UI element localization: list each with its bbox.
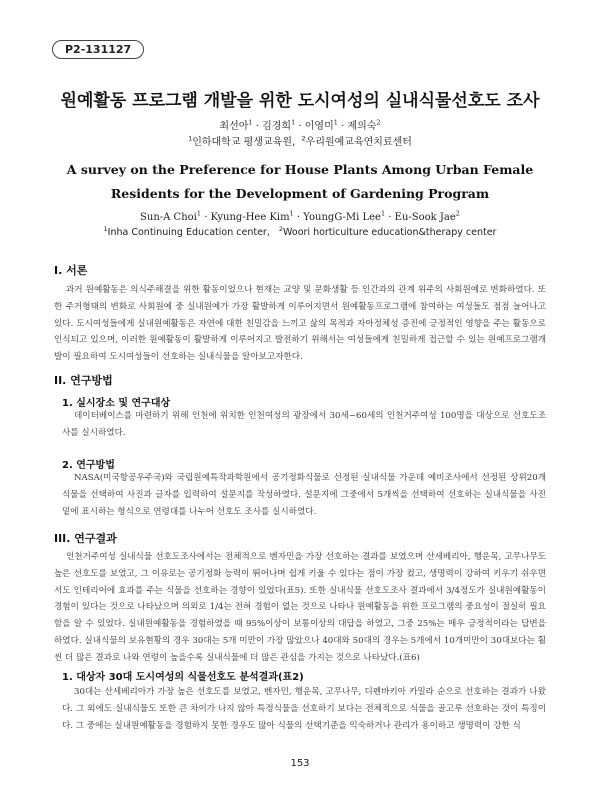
korean-authors: 최선아$^1$ · 김경희$^1$ · 이영미$^1$ · 제의숙$^2$ [219,118,381,132]
author-name: YoungG-Mi Lee [303,212,381,223]
english-title-line: Residents for the Development of Gardening Program [110,186,490,201]
affiliation: 우리원예교육연치료센터 [305,137,412,148]
author-name: 제의숙 [347,121,377,132]
author-name: Kyung-Hee Kim [210,212,290,223]
english-title-line: A survey on the Preference for House Plants Among Urban Female [66,162,534,177]
section-heading-intro: I. 서론 [54,264,88,277]
affiliation-sup: 2 [278,224,284,233]
methods-procedure-paragraph: NASA(미국항공우주국)와 국립원예특작과학원에서 공기정화식물로 선정된 실내식물 가운데 예비조사에서 선정된 상위20개 식물을 선택하여 사진과 글자를 입력하여 설문지를 작성하였다. 설문지에 그중에서 5개씩을 선택하여 선호하는 실내식물을 사진 밑에 표시하는 형식으로 연령대를 나누어 선호도 조사를 실시하였다. [62,473,546,517]
english-authors: Sun-A Choi$^1$ · Kyung-Hee Kim$^1$ · YoungG-Mi Lee$^1$ · Eu-Sook Jae$^2$ [140,209,460,223]
english-affiliations [0,224,600,238]
affiliation-sup: 2 [301,134,306,143]
author-name: 김경희 [262,121,292,132]
author-sup: 1 [289,209,294,218]
author-sup: 1 [248,118,253,127]
results-paragraph: 인천거주여성 실내식물 선호도조사에서는 전체적으로 벤자민을 가장 선호하는 결과를 보였으며 산세베리아, 행운목, 고무나무도 높은 선호도를 보였고, 그 이유로는 공기정화 능력이 뛰어나며 쉽게 키울 수 있다는 점이 가장 컸고, 생명력이 강하여 키우기 쉬우면서도 인테리어에 효과를 주는 식물을 선호하는 경향이 있었다(표5). 또한 실내식물 선호도조사 결과에서 3/4정도가 실내원예활동이 경험이 있다는 것으로 나타났으며 의외로 1/4는 전혀 경험이 없는 것으로 나타나 원예활동을 위한 프로그램의 중요성이 절실히 필요함을 알 수 있었다. 실내원예활동을 경험하였을 때 95%이상이 보통이상의 대답을 하였고, 그중 25%는 매우 긍정적이라는 답변을 하였다. 실내식물의 보유현황의 경우 30대는 5개 미만이 가장 많았으나 40대와 50대의 경우는 5개에서 10개미만이 30대보다는 훨씬 더 많은 결과로 나와 연령이 높을수록 실내식물에 더 많은 관심을 가지는 것으로 나타났다.(표6) [54,552,546,663]
author-name: 최선아 [219,121,249,132]
author-name: Sun-A Choi [140,212,197,223]
author-sup: 2 [376,118,381,127]
affiliation: 인하대학교 평생교육원, [192,137,296,148]
korean-title: 원예활동 프로그램 개발을 위한 도시여성의 실내식물선호도 조사 [60,91,540,111]
section-heading-results: III. 연구결과 [54,532,117,545]
author-sup: 1 [196,209,202,218]
section-heading-methods: II. 연구방법 [54,374,113,387]
author-name: 이영미 [304,121,334,132]
subsection-heading-30s: 1. 대상자 30대 도시여성의 식물선호도 분석결과(표2) [62,672,304,683]
affiliation: Inha Continuing Education center, [107,227,270,238]
author-sup: 1 [291,118,296,127]
subsection-heading-method: 2. 연구방법 [62,460,115,471]
affiliation-sup: 1 [103,224,108,233]
english-title [0,158,600,206]
author-sup: 1 [333,118,338,127]
results-30s-paragraph: 30대는 산세베리아가 가장 높은 선호도를 보였고, 벤자민, 행운목, 고무나무, 디펜바키아 카밀라 순으로 선호하는 결과가 나왔다. 그 외에도 실내식물도 또한 큰 차이가 나지 않아 특정식물을 선호하기 보다는 전체적으로 식물을 골고루 선호하는 것이 특징이다. 그 중에는 실내원예활동을 경험하지 못한 경우도 많아 식물의 선택기준을 익숙하거나 관리가 용이하고 생명력이 강한 식 [62,687,546,731]
page-number: 153 [290,758,310,769]
affiliation-sup: 1 [188,134,193,143]
intro-paragraph: 과거 원예활동은 의식주해결을 위한 활동이었으나 현재는 교양 및 문화생활 등 인간과의 관계 위주의 사회원예로 변화하였다. 또한 주거형태의 변화로 사회원예 중 실내원예가 가장 활발하게 이루어지면서 원예활동프로그램에 참여하는 여성들도 점점 늘어나고 있다. 도시여성들에게 실내원예활동은 자연에 대한 친밀감을 느끼고 삶의 목적과 자아정체성 증진에 긍정적인 영향을 주는 활동으로 인식되고 있으며, 이러한 원예활동이 활발하게 이루어지고 발전하기 위해서는 여성들에게 친밀하게 접근할 수 있는 원예프로그램개발이 필요하여 도시여성들이 선호하는 실내식물을 알아보고자한다. [54,285,546,363]
author-name: Eu-Sook Jae [394,212,456,223]
author-sup: 1 [380,209,386,218]
author-sup: 2 [455,209,460,218]
methods-site-paragraph: 데이터베이스를 마련하기 위해 인천에 위치한 인천여성의 광장에서 30세~60세의 인천거주여성 100명을 대상으로 선호도조사를 실시하였다. [62,411,546,438]
affiliation: Woori horticulture education&therapy center [283,227,497,238]
paper-code-badge: P2-131127 [52,40,144,59]
korean-affiliations [0,133,600,148]
subsection-heading-site: 1. 실시장소 및 연구대상 [62,398,171,409]
